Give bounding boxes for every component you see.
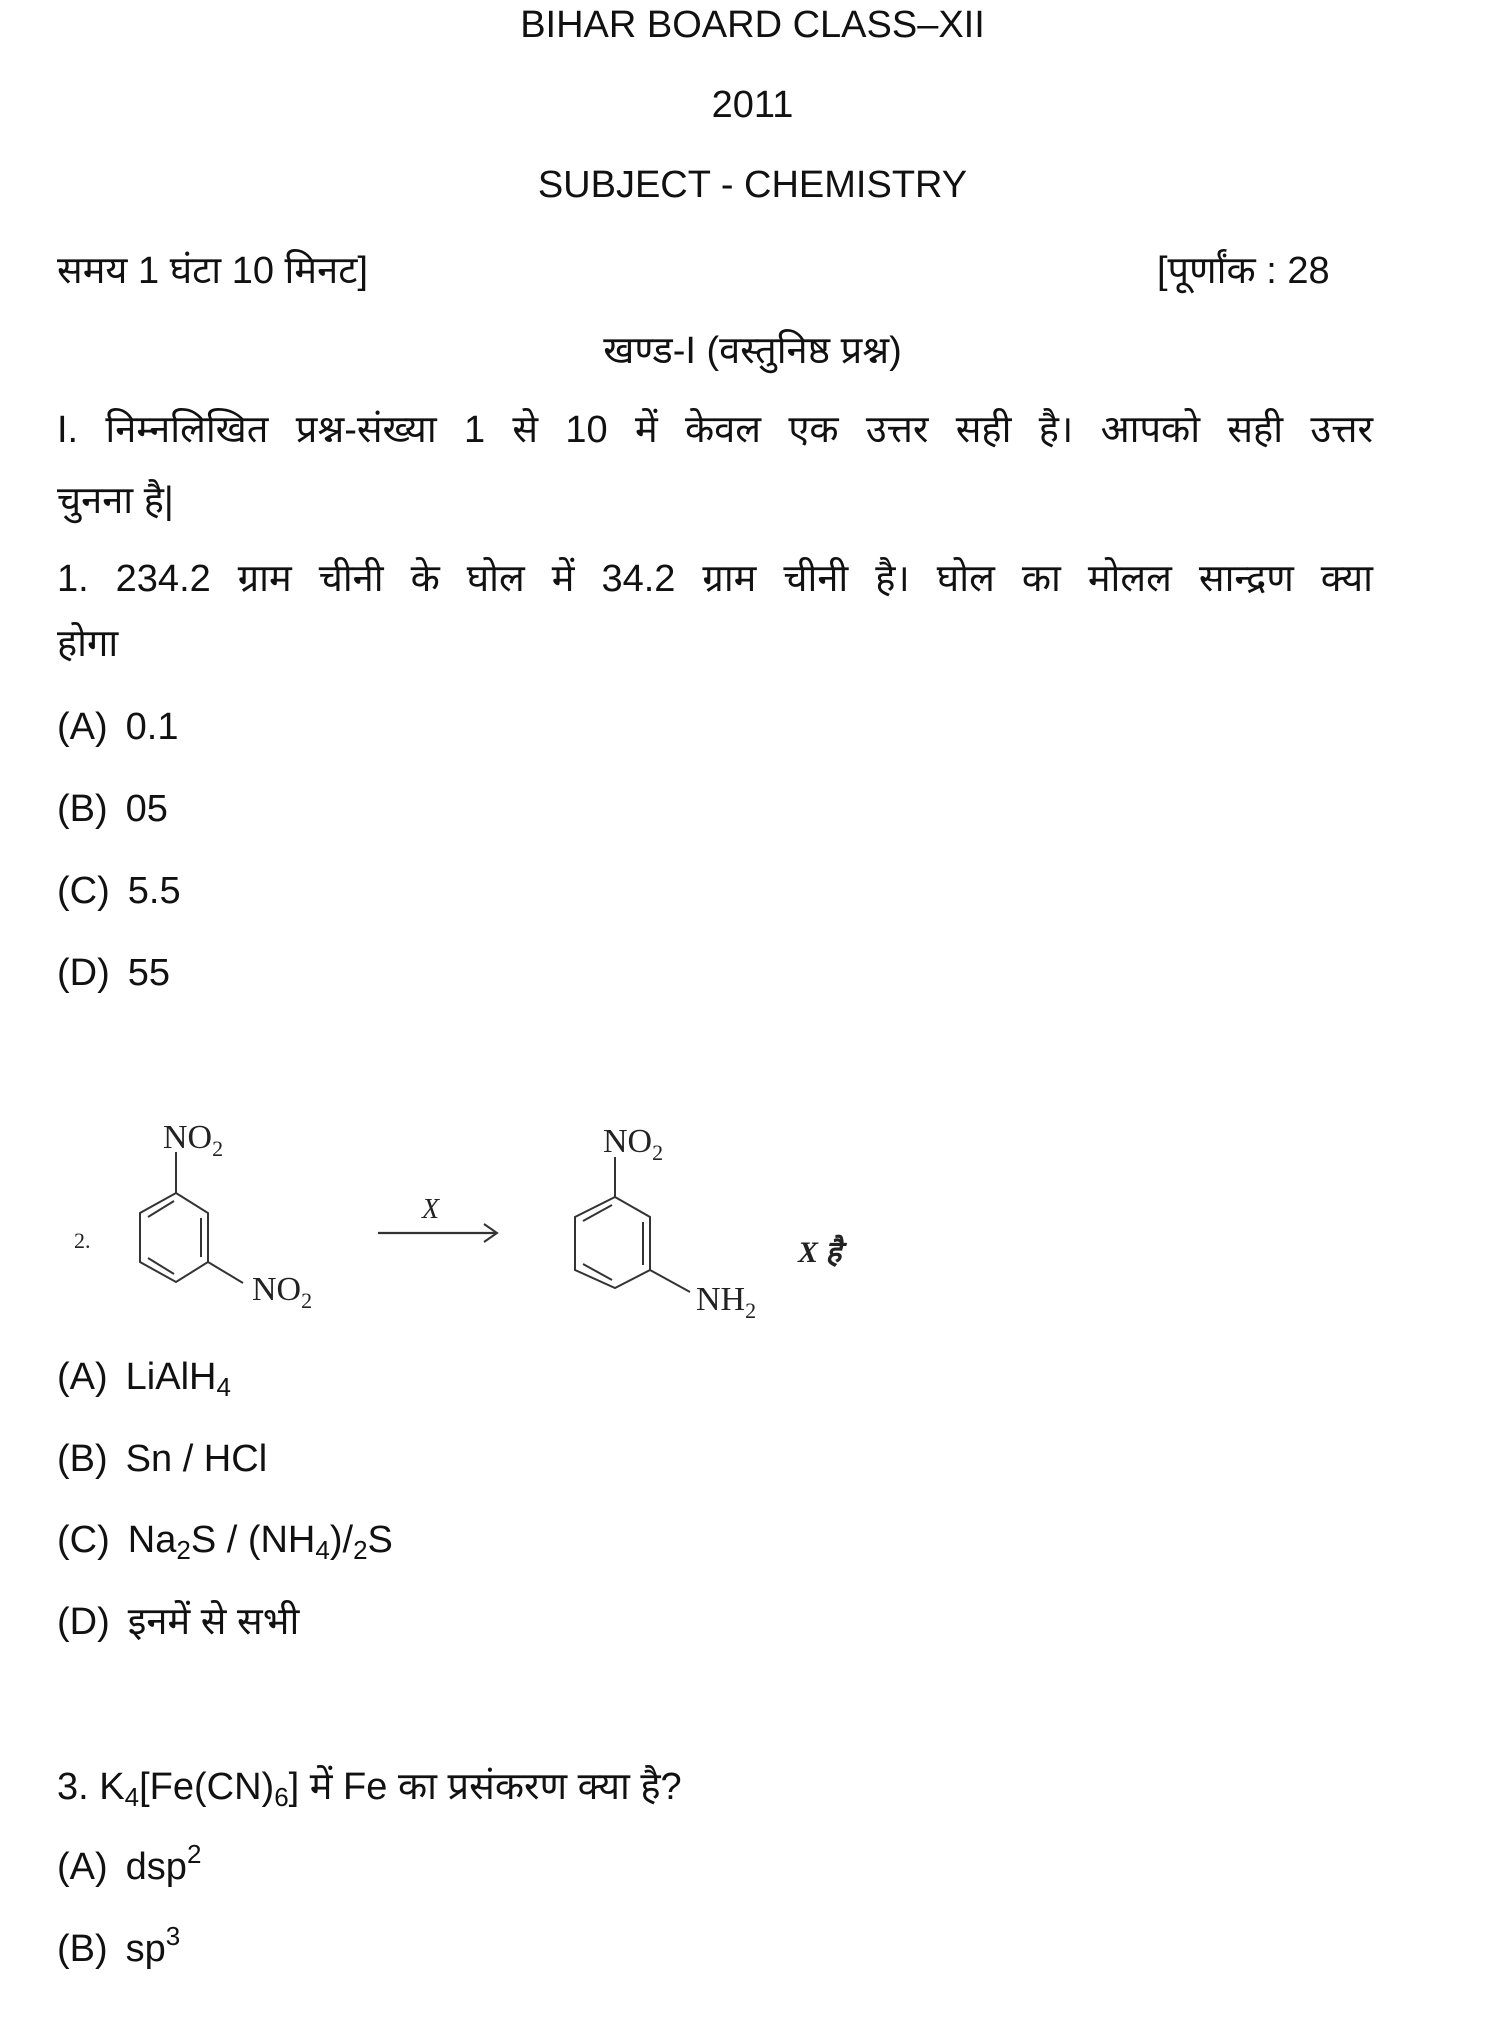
benzene-ring-reactant [140, 1152, 243, 1283]
option-label: (B) [57, 1928, 108, 1970]
question-2-option-c [57, 1517, 393, 1563]
option-label: (D) [57, 952, 110, 994]
question-2-option-b [57, 1436, 267, 1482]
reaction-arrow-icon [378, 1224, 497, 1242]
option-value: 0.1 [125, 706, 179, 748]
option-value-part: Na [127, 1519, 177, 1561]
option-label: (D) [57, 1601, 110, 1643]
option-value-part: S [367, 1519, 393, 1561]
subject-title: SUBJECT - CHEMISTRY [537, 164, 968, 206]
option-value-part: )/ [329, 1519, 354, 1561]
option-value: 55 [127, 952, 171, 994]
question-subscript: 6 [274, 1782, 289, 1812]
option-superscript: 2 [186, 1839, 202, 1869]
reaction-scheme [0, 1100, 900, 1340]
question-1-option-c [57, 868, 181, 914]
product-nitro-group: $NO_2$ [603, 1123, 664, 1165]
option-value: LiAlH [125, 1356, 217, 1398]
option-subscript: 2 [176, 1535, 191, 1565]
reactant-top-nitro-group: $NO_2$ [163, 1119, 224, 1161]
option-label: (A) [57, 706, 108, 748]
option-subscript: 2 [353, 1535, 368, 1565]
question-2-option-a [57, 1354, 231, 1400]
question-3-option-b [57, 1921, 181, 1972]
section-instruction-line1: I. निम्नलिखित प्रश्न-संख्या 1 से 10 में केवल एक उत्तर सही है। आपको सही उत्तर [57, 409, 1373, 451]
option-label: (B) [57, 788, 108, 830]
question-2-option-d [57, 1599, 299, 1645]
time-allowed: समय 1 घंटा 10 मिनट] [57, 250, 368, 292]
question-text-part: ] में Fe का प्रसंकरण क्या है? [288, 1766, 682, 1808]
question-text-part: 3. K [57, 1766, 125, 1808]
option-label: (C) [57, 870, 110, 912]
exam-year: 2011 [711, 84, 794, 126]
question-subscript: 4 [124, 1782, 140, 1812]
question-2-suffix: X है [798, 1236, 842, 1269]
question-text-part: [Fe(CN) [139, 1766, 275, 1808]
question-1-option-d [57, 950, 170, 996]
reactant-meta-nitro-group: $NO_2$ [252, 1271, 313, 1313]
benzene-ring-product [575, 1157, 690, 1292]
product-amino-group: $NH_2$ [696, 1281, 757, 1323]
question-1-text-line2: होगा [57, 623, 119, 665]
section-instruction-line2: चुनना है| [57, 480, 174, 522]
board-title: BIHAR BOARD CLASS–XII [520, 4, 985, 46]
option-value: sp [125, 1928, 166, 1970]
option-label: (C) [57, 1519, 110, 1561]
option-subscript: 4 [216, 1372, 231, 1402]
full-marks: [पूर्णांक : 28 [1157, 250, 1330, 292]
option-label: (B) [57, 1438, 108, 1480]
option-value: 5.5 [127, 870, 181, 912]
question-1-option-a [57, 704, 178, 750]
option-subscript: 4 [315, 1535, 330, 1565]
question-2-reaction-diagram [0, 1100, 900, 1340]
section-title: खण्ड-I (वस्तुनिष्ठ प्रश्न) [603, 330, 902, 372]
question-3-text [57, 1764, 682, 1810]
reagent-x-label: X [422, 1194, 440, 1225]
option-label: (A) [57, 1846, 108, 1888]
question-3-option-a [57, 1839, 202, 1890]
question-1-text-line1: 1. 234.2 ग्राम चीनी के घोल में 34.2 ग्राम चीनी है। घोल का मोलल सान्द्रण क्या [57, 558, 1373, 600]
option-value-part: S / (NH [190, 1519, 316, 1561]
option-value: Sn / HCl [125, 1438, 268, 1480]
question-2-number: 2. [74, 1228, 91, 1253]
option-value: 05 [125, 788, 168, 830]
option-value: इनमें से सभी [127, 1601, 300, 1643]
option-value: dsp [125, 1846, 187, 1888]
option-superscript: 3 [165, 1921, 181, 1951]
option-label: (A) [57, 1356, 108, 1398]
question-1-option-b [57, 786, 168, 832]
